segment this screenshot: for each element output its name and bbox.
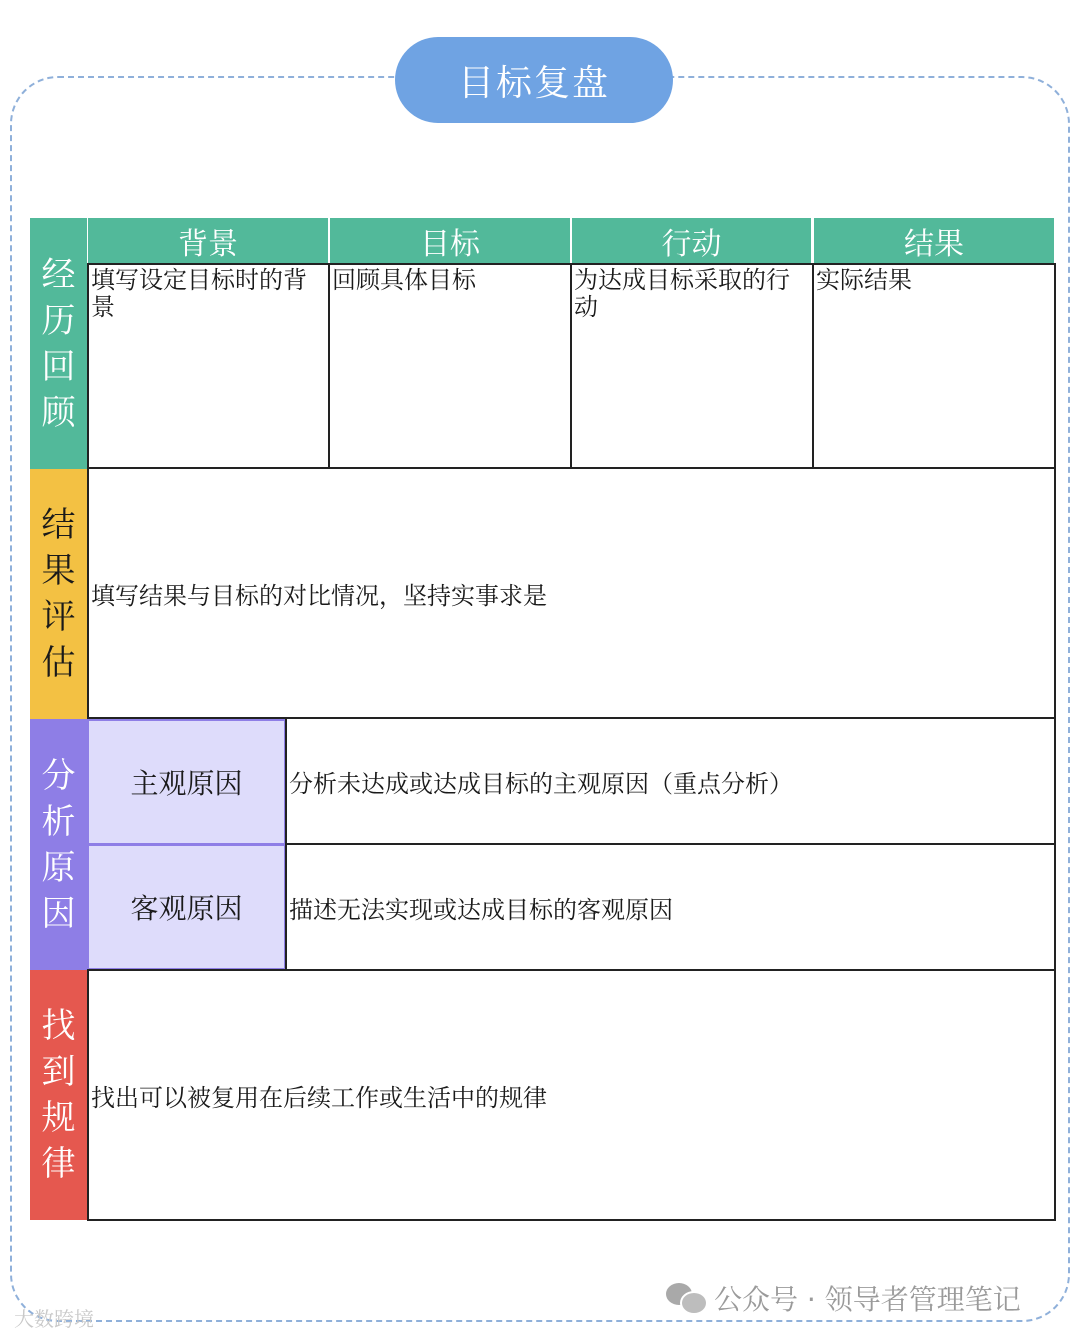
header-result: 结果 bbox=[814, 218, 1054, 263]
objective-reason-cell bbox=[285, 843, 1056, 971]
objective-reason-label: 客观原因 bbox=[87, 844, 286, 970]
cell-background: 填写设定目标时的背景 bbox=[87, 263, 330, 469]
cell-result: 实际结果 bbox=[812, 263, 1056, 469]
watermark-left: 大数跨境 bbox=[14, 1307, 94, 1331]
side-label-evaluation-text: 结果评估 bbox=[41, 505, 76, 683]
side-label-patterns-text: 找到规律 bbox=[41, 1006, 76, 1184]
patterns-text: 找出可以被复用在后续工作或生活中的规律 bbox=[91, 1083, 547, 1112]
side-label-evaluation bbox=[30, 469, 87, 719]
page-title: 目标复盘 bbox=[395, 37, 673, 123]
header-action: 行动 bbox=[572, 218, 811, 263]
side-label-review-text: 经历回顾 bbox=[41, 254, 76, 433]
evaluation-cell bbox=[87, 467, 1056, 719]
patterns-cell bbox=[87, 969, 1056, 1221]
side-label-analysis-text: 分析原因 bbox=[41, 755, 76, 934]
watermark-right bbox=[666, 1278, 1021, 1318]
side-label-review bbox=[30, 218, 87, 469]
header-background: 背景 bbox=[88, 218, 328, 263]
wechat-icon bbox=[666, 1281, 706, 1315]
evaluation-text: 填写结果与目标的对比情况，坚持实事求是 bbox=[91, 581, 547, 610]
objective-reason-text: 描述无法实现或达成目标的客观原因 bbox=[289, 895, 673, 924]
subjective-reason-cell bbox=[285, 717, 1056, 845]
subjective-reason-text: 分析未达成或达成目标的主观原因（重点分析） bbox=[289, 769, 793, 798]
subjective-reason-label: 主观原因 bbox=[87, 719, 286, 845]
side-label-analysis bbox=[30, 719, 87, 970]
header-goal: 目标 bbox=[330, 218, 570, 263]
watermark-right-text: 公众号 · 领导者管理笔记 bbox=[714, 1283, 1021, 1316]
cell-action: 为达成目标采取的行动 bbox=[570, 263, 814, 469]
cell-goal: 回顾具体目标 bbox=[328, 263, 572, 469]
side-label-patterns bbox=[30, 970, 87, 1220]
